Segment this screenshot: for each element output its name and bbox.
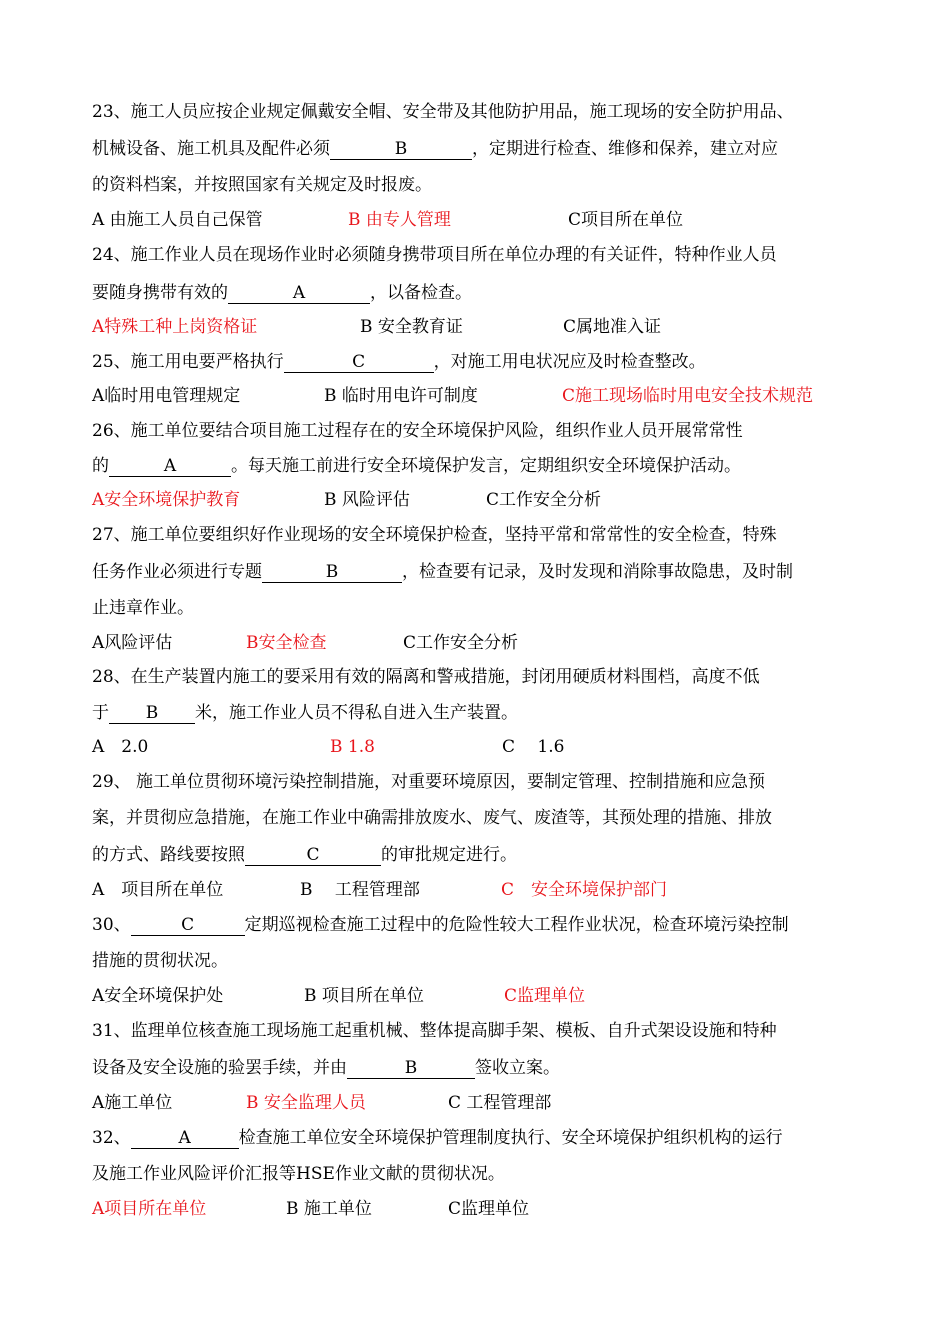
q27-option-c: C工作安全分析: [403, 633, 519, 653]
q28-line-1: 28、在生产装置内施工的要采用有效的隔离和警戒措施，封闭用硬质材料围档，高度不低: [92, 667, 760, 687]
q24-option-a: A特殊工种上岗资格证: [92, 317, 258, 337]
q28-text-b: 米，施工作业人员不得私自进入生产装置。: [195, 703, 518, 723]
q25-text-a: 25、施工用电要严格执行: [92, 352, 284, 372]
q32-line-2: 及施工作业风险评价汇报等HSE作业文献的贯彻状况。: [92, 1164, 505, 1184]
q29-option-b: B 工程管理部: [300, 880, 420, 900]
q30-line-2: 措施的贯彻状况。: [92, 951, 228, 971]
q24-text-a: 要随身携带有效的: [92, 283, 228, 303]
q30-text-b: 定期巡视检查施工过程中的危险性较大工程作业状况，检查环境污染控制: [244, 915, 789, 935]
q31-text-b: 签收立案。: [475, 1058, 560, 1078]
q27-option-b: B安全检查: [246, 633, 327, 653]
q25-answer-blank: C: [284, 352, 434, 373]
q23-line-1: 23、施工人员应按企业规定佩戴安全帽、安全带及其他防护用品，施工现场的安全防护用品、: [92, 102, 794, 122]
q29-options: [92, 878, 892, 902]
q27-line-2: [92, 560, 793, 584]
q27-options: [92, 631, 892, 655]
q31-option-b: B 安全监理人员: [246, 1093, 366, 1113]
q26-line-2: [92, 454, 741, 478]
q28-options: [92, 735, 892, 759]
q26-option-a: A安全环境保护教育: [92, 490, 241, 510]
q24-text-b: ，以备检查。: [370, 283, 472, 303]
q27-line-3: 止违章作业。: [92, 598, 194, 618]
q23-text-a: 机械设备、施工机具及配件必须: [92, 139, 330, 159]
q30-answer-blank: C: [131, 915, 245, 936]
q31-line-1: 31、监理单位核查施工现场施工起重机械、整体提高脚手架、模板、自升式架设设施和特种: [92, 1021, 777, 1041]
q32-option-a: A项目所在单位: [92, 1199, 207, 1219]
q32-line-1: [92, 1126, 783, 1150]
q25-line-1: [92, 350, 706, 374]
q23-option-c: C项目所在单位: [568, 210, 684, 230]
q31-line-2: [92, 1056, 560, 1080]
q31-options: [92, 1091, 892, 1115]
q30-option-a: A安全环境保护处: [92, 986, 224, 1006]
q24-options: [92, 315, 892, 339]
q32-text-a: 32、: [92, 1128, 131, 1148]
q27-answer-blank: B: [262, 562, 402, 583]
q29-answer-blank: C: [245, 845, 381, 866]
q29-text-a: 的方式、路线要按照: [92, 845, 245, 865]
q26-options: [92, 488, 892, 512]
q23-option-a: A 由施工人员自己保管: [92, 210, 263, 230]
q23-option-b: B 由专人管理: [348, 210, 451, 230]
q23-line-3: 的资料档案，并按照国家有关规定及时报废。: [92, 175, 432, 195]
q28-option-b: B 1.8: [330, 737, 375, 757]
q23-answer-blank: B: [330, 139, 472, 160]
q23-text-b: ，定期进行检查、维修和保养，建立对应: [472, 139, 778, 159]
q23-line-2: [92, 137, 778, 161]
q24-answer-blank: A: [228, 283, 370, 304]
q26-text-b: 。每天施工前进行安全环境保护发言，定期组织安全环境保护活动。: [231, 456, 741, 476]
q23-options: [92, 208, 892, 232]
q26-text-a: 的: [92, 456, 109, 476]
q32-option-c: C监理单位: [448, 1199, 530, 1219]
q30-line-1: [92, 913, 789, 937]
q29-option-c: C 安全环境保护部门: [501, 880, 668, 900]
q27-text-b: ，检查要有记录，及时发现和消除事故隐患，及时制: [402, 562, 793, 582]
q24-line-2: [92, 281, 472, 305]
q28-answer-blank: B: [109, 703, 195, 724]
q25-option-c: C施工现场临时用电安全技术规范: [562, 386, 814, 406]
q24-line-1: 24、施工作业人员在现场作业时必须随身携带项目所在单位办理的有关证件，特种作业人员: [92, 245, 777, 265]
q25-text-b: ，对施工用电状况应及时检查整改。: [433, 352, 706, 372]
q25-option-b: B 临时用电许可制度: [324, 386, 478, 406]
q27-text-a: 任务作业必须进行专题: [92, 562, 262, 582]
q26-option-c: C工作安全分析: [486, 490, 602, 510]
q26-line-1: 26、施工单位要结合项目施工过程存在的安全环境保护风险，组织作业人员开展常常性: [92, 421, 743, 441]
q30-option-b: B 项目所在单位: [304, 986, 424, 1006]
q28-line-2: [92, 701, 518, 725]
q30-option-c: C监理单位: [504, 986, 586, 1006]
q32-text-b: 检查施工单位安全环境保护管理制度执行、安全环境保护组织机构的运行: [238, 1128, 783, 1148]
q28-text-a: 于: [92, 703, 109, 723]
q24-option-c: C属地准入证: [563, 317, 662, 337]
q28-option-c: C 1.6: [502, 737, 565, 757]
q31-option-c: C 工程管理部: [448, 1093, 552, 1113]
q24-option-b: B 安全教育证: [360, 317, 463, 337]
q29-line-1: 29、 施工单位贯彻环境污染控制措施，对重要环境原因，要制定管理、控制措施和应急预: [92, 772, 766, 792]
q29-line-2: 案，并贯彻应急措施，在施工作业中确需排放废水、废气、废渣等，其预处理的措施、排放: [92, 808, 772, 828]
q25-option-a: A临时用电管理规定: [92, 386, 241, 406]
q26-answer-blank: A: [109, 456, 231, 477]
q31-answer-blank: B: [347, 1058, 475, 1079]
q29-option-a: A 项目所在单位: [92, 880, 224, 900]
q27-option-a: A风险评估: [92, 633, 173, 653]
q31-text-a: 设备及安全设施的验罢手续，并由: [92, 1058, 347, 1078]
q25-options: [92, 384, 892, 408]
q30-text-a: 30、: [92, 915, 131, 935]
q32-option-b: B 施工单位: [286, 1199, 372, 1219]
q31-option-a: A施工单位: [92, 1093, 173, 1113]
q32-answer-blank: A: [131, 1128, 239, 1149]
q29-line-3: [92, 843, 517, 867]
q28-option-a: A 2.0: [92, 737, 149, 757]
q29-text-b: 的审批规定进行。: [381, 845, 517, 865]
q32-options: [92, 1197, 892, 1221]
q26-option-b: B 风险评估: [324, 490, 410, 510]
q27-line-1: 27、施工单位要组织好作业现场的安全环境保护检查，坚持平常和常常性的安全检查，特殊: [92, 525, 777, 545]
q30-options: [92, 984, 892, 1008]
